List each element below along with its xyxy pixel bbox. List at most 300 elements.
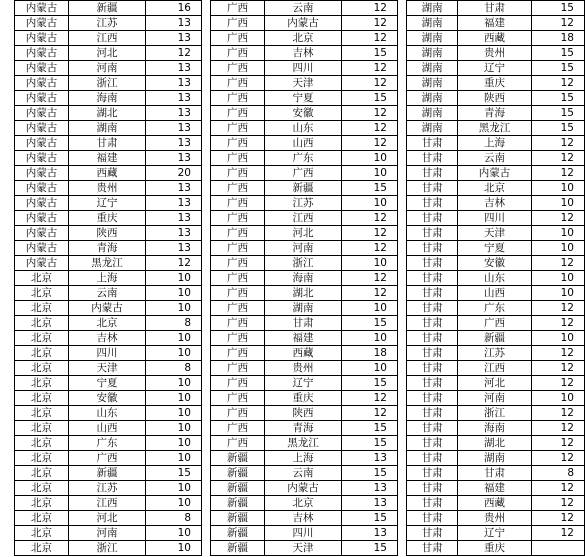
destination-cell: 重庆 — [458, 76, 531, 91]
origin-cell: 北京 — [15, 301, 69, 316]
destination-cell: 北京 — [265, 496, 342, 511]
table-row — [211, 511, 398, 526]
value-cell: 12 — [531, 451, 584, 466]
origin-cell: 湖南 — [407, 91, 458, 106]
destination-cell: 四川 — [69, 346, 146, 361]
origin-cell: 甘肃 — [407, 496, 458, 511]
value-cell: 10 — [531, 286, 584, 301]
table-row — [211, 391, 398, 406]
value-cell: 15 — [342, 466, 398, 481]
origin-cell: 广西 — [211, 16, 265, 31]
origin-cell: 湖南 — [407, 121, 458, 136]
origin-cell: 新疆 — [211, 466, 265, 481]
destination-cell: 西藏 — [458, 31, 531, 46]
value-cell: 10 — [531, 271, 584, 286]
destination-cell: 重庆 — [265, 391, 342, 406]
table-row — [15, 391, 202, 406]
destination-cell: 北京 — [69, 316, 146, 331]
table-row — [407, 106, 585, 121]
origin-cell: 甘肃 — [407, 511, 458, 526]
origin-cell: 广西 — [211, 406, 265, 421]
value-cell: 12 — [342, 241, 398, 256]
value-cell: 10 — [531, 181, 584, 196]
origin-cell: 广西 — [211, 91, 265, 106]
value-cell: 10 — [342, 166, 398, 181]
origin-cell: 北京 — [15, 331, 69, 346]
origin-cell: 内蒙古 — [15, 166, 69, 181]
table-row — [211, 481, 398, 496]
value-cell: 12 — [531, 301, 584, 316]
value-cell: 13 — [146, 121, 202, 136]
table-row — [211, 436, 398, 451]
destination-cell: 河南 — [69, 61, 146, 76]
table-row — [211, 121, 398, 136]
table-row — [211, 16, 398, 31]
origin-cell: 广西 — [211, 436, 265, 451]
destination-cell: 内蒙古 — [265, 481, 342, 496]
destination-cell: 陕西 — [265, 406, 342, 421]
table-row — [15, 271, 202, 286]
origin-cell: 北京 — [15, 361, 69, 376]
origin-cell: 甘肃 — [407, 286, 458, 301]
destination-cell: 内蒙古 — [265, 16, 342, 31]
value-cell: 13 — [342, 526, 398, 541]
table-row — [407, 466, 585, 481]
origin-cell: 湖南 — [407, 31, 458, 46]
destination-cell: 黑龙江 — [458, 121, 531, 136]
value-cell: 10 — [342, 301, 398, 316]
origin-cell: 内蒙古 — [15, 91, 69, 106]
destination-cell: 宁夏 — [265, 91, 342, 106]
value-cell: 12 — [531, 76, 584, 91]
value-cell: 10 — [146, 331, 202, 346]
value-cell: 12 — [531, 481, 584, 496]
destination-cell: 青海 — [458, 106, 531, 121]
table-row — [407, 511, 585, 526]
table-row — [15, 316, 202, 331]
origin-cell: 广西 — [211, 106, 265, 121]
table-row — [15, 181, 202, 196]
destination-cell: 四川 — [265, 526, 342, 541]
origin-cell: 北京 — [15, 511, 69, 526]
destination-cell: 海南 — [265, 271, 342, 286]
origin-cell: 广西 — [211, 31, 265, 46]
destination-cell: 重庆 — [458, 541, 531, 556]
table-row — [211, 451, 398, 466]
destination-cell: 甘肃 — [69, 136, 146, 151]
value-cell: 10 — [531, 196, 584, 211]
table-row — [407, 121, 585, 136]
destination-cell: 广西 — [69, 451, 146, 466]
origin-cell: 内蒙古 — [15, 256, 69, 271]
origin-cell: 内蒙古 — [15, 211, 69, 226]
table-row — [15, 106, 202, 121]
destination-cell: 上海 — [265, 451, 342, 466]
origin-cell: 广西 — [211, 151, 265, 166]
table-row — [15, 226, 202, 241]
destination-cell: 陕西 — [458, 91, 531, 106]
table-row — [15, 286, 202, 301]
table-row — [15, 331, 202, 346]
destination-cell: 宁夏 — [458, 241, 531, 256]
destination-cell: 辽宁 — [265, 376, 342, 391]
value-cell: 10 — [531, 331, 584, 346]
value-cell: 12 — [531, 526, 584, 541]
table-row — [15, 481, 202, 496]
value-cell: 12 — [531, 436, 584, 451]
value-cell: 10 — [146, 526, 202, 541]
value-cell: 13 — [146, 16, 202, 31]
value-cell: 13 — [146, 31, 202, 46]
value-cell: 10 — [342, 151, 398, 166]
origin-cell: 湖南 — [407, 106, 458, 121]
destination-cell: 云南 — [265, 466, 342, 481]
origin-cell: 甘肃 — [407, 211, 458, 226]
destination-cell: 福建 — [458, 16, 531, 31]
route-table-group-2 — [210, 0, 398, 556]
value-cell: 8 — [531, 466, 584, 481]
destination-cell: 吉林 — [265, 46, 342, 61]
origin-cell: 广西 — [211, 301, 265, 316]
table-row — [407, 436, 585, 451]
origin-cell: 北京 — [15, 406, 69, 421]
table-row — [15, 136, 202, 151]
origin-cell: 甘肃 — [407, 361, 458, 376]
destination-cell: 河北 — [458, 376, 531, 391]
origin-cell: 广西 — [211, 271, 265, 286]
value-cell: 10 — [146, 421, 202, 436]
table-row — [407, 226, 585, 241]
origin-cell: 北京 — [15, 271, 69, 286]
value-cell: 13 — [342, 496, 398, 511]
destination-cell: 贵州 — [458, 46, 531, 61]
value-cell: 10 — [531, 226, 584, 241]
value-cell: 12 — [342, 211, 398, 226]
value-cell: 15 — [342, 316, 398, 331]
value-cell: 13 — [146, 181, 202, 196]
value-cell: 13 — [146, 106, 202, 121]
table-row — [15, 151, 202, 166]
table-row — [211, 301, 398, 316]
table-row — [407, 421, 585, 436]
destination-cell: 内蒙古 — [458, 166, 531, 181]
origin-cell: 广西 — [211, 211, 265, 226]
table-row — [15, 196, 202, 211]
destination-cell: 安徽 — [458, 256, 531, 271]
table-row — [407, 91, 585, 106]
destination-cell: 新疆 — [265, 181, 342, 196]
origin-cell: 甘肃 — [407, 391, 458, 406]
table-row — [15, 121, 202, 136]
origin-cell: 湖南 — [407, 16, 458, 31]
value-cell: 12 — [531, 376, 584, 391]
table-row — [407, 151, 585, 166]
destination-cell: 江苏 — [458, 346, 531, 361]
destination-cell: 福建 — [265, 331, 342, 346]
destination-cell: 贵州 — [458, 511, 531, 526]
origin-cell: 广西 — [211, 346, 265, 361]
origin-cell: 广西 — [211, 166, 265, 181]
value-cell: 12 — [342, 391, 398, 406]
destination-cell: 河南 — [458, 391, 531, 406]
origin-cell: 广西 — [211, 376, 265, 391]
destination-cell: 河北 — [69, 511, 146, 526]
origin-cell: 内蒙古 — [15, 46, 69, 61]
value-cell: 10 — [146, 301, 202, 316]
destination-cell: 河北 — [265, 226, 342, 241]
value-cell: 15 — [531, 46, 584, 61]
value-cell: 13 — [342, 451, 398, 466]
route-table-group-3 — [406, 0, 585, 556]
table-row — [211, 346, 398, 361]
value-cell: 10 — [146, 436, 202, 451]
origin-cell: 湖南 — [407, 61, 458, 76]
destination-cell: 辽宁 — [458, 526, 531, 541]
value-cell: 12 — [531, 421, 584, 436]
value-cell: 10 — [146, 271, 202, 286]
origin-cell: 广西 — [211, 61, 265, 76]
table-row — [211, 46, 398, 61]
table-row — [15, 421, 202, 436]
origin-cell: 甘肃 — [407, 271, 458, 286]
value-cell: 12 — [531, 316, 584, 331]
table-row — [15, 526, 202, 541]
origin-cell: 甘肃 — [407, 136, 458, 151]
origin-cell: 北京 — [15, 436, 69, 451]
value-cell: 12 — [531, 496, 584, 511]
value-cell: 12 — [531, 166, 584, 181]
destination-cell: 甘肃 — [458, 466, 531, 481]
value-cell: 15 — [342, 421, 398, 436]
value-cell: 12 — [531, 346, 584, 361]
table-row — [211, 136, 398, 151]
origin-cell: 甘肃 — [407, 481, 458, 496]
value-cell: 15 — [531, 106, 584, 121]
table-row — [15, 451, 202, 466]
table-row — [15, 541, 202, 556]
table-row — [407, 406, 585, 421]
value-cell: 10 — [531, 391, 584, 406]
destination-cell: 山西 — [265, 136, 342, 151]
origin-cell: 甘肃 — [407, 181, 458, 196]
table-row — [407, 361, 585, 376]
origin-cell: 广西 — [211, 76, 265, 91]
destination-cell: 辽宁 — [458, 61, 531, 76]
destination-cell: 山东 — [458, 271, 531, 286]
destination-cell: 天津 — [69, 361, 146, 376]
value-cell: 12 — [342, 286, 398, 301]
destination-cell: 贵州 — [69, 181, 146, 196]
value-cell: 10 — [146, 286, 202, 301]
value-cell: 12 — [342, 136, 398, 151]
value-cell: 15 — [342, 541, 398, 556]
value-cell: 12 — [342, 76, 398, 91]
destination-cell: 天津 — [265, 541, 342, 556]
table-row — [15, 61, 202, 76]
value-cell: 10 — [146, 376, 202, 391]
origin-cell: 甘肃 — [407, 241, 458, 256]
destination-cell: 江西 — [69, 496, 146, 511]
value-cell: 10 — [342, 256, 398, 271]
destination-cell: 江苏 — [265, 196, 342, 211]
table-row — [407, 76, 585, 91]
destination-cell: 天津 — [265, 76, 342, 91]
table-row — [407, 46, 585, 61]
destination-cell: 黑龙江 — [69, 256, 146, 271]
table-row — [211, 76, 398, 91]
destination-cell: 海南 — [69, 91, 146, 106]
origin-cell: 广西 — [211, 46, 265, 61]
origin-cell: 北京 — [15, 451, 69, 466]
origin-cell: 内蒙古 — [15, 121, 69, 136]
destination-cell: 浙江 — [458, 406, 531, 421]
value-cell: 12 — [342, 271, 398, 286]
destination-cell: 新疆 — [458, 331, 531, 346]
destination-cell: 江西 — [458, 361, 531, 376]
origin-cell: 湖南 — [407, 76, 458, 91]
destination-cell: 四川 — [458, 211, 531, 226]
destination-cell: 湖南 — [458, 451, 531, 466]
destination-cell: 浙江 — [69, 76, 146, 91]
origin-cell: 甘肃 — [407, 256, 458, 271]
destination-cell: 新疆 — [69, 1, 146, 16]
value-cell: 10 — [146, 496, 202, 511]
table-row — [15, 301, 202, 316]
destination-cell: 甘肃 — [458, 1, 531, 16]
value-cell: 10 — [531, 241, 584, 256]
value-cell: 15 — [342, 91, 398, 106]
table-row — [407, 211, 585, 226]
origin-cell: 内蒙古 — [15, 136, 69, 151]
table-row — [407, 196, 585, 211]
origin-cell: 北京 — [15, 391, 69, 406]
destination-cell: 广东 — [458, 301, 531, 316]
value-cell: 12 — [342, 406, 398, 421]
destination-cell: 浙江 — [265, 256, 342, 271]
table-row — [407, 271, 585, 286]
destination-cell: 安徽 — [265, 106, 342, 121]
value-cell: 18 — [342, 346, 398, 361]
origin-cell: 甘肃 — [407, 301, 458, 316]
table-row — [407, 301, 585, 316]
value-cell: 8 — [146, 316, 202, 331]
origin-cell: 北京 — [15, 421, 69, 436]
destination-cell: 新疆 — [69, 466, 146, 481]
destination-cell: 浙江 — [69, 541, 146, 556]
origin-cell: 广西 — [211, 391, 265, 406]
value-cell: 10 — [146, 346, 202, 361]
table-row — [15, 466, 202, 481]
table-row — [211, 1, 398, 16]
origin-cell: 甘肃 — [407, 226, 458, 241]
table-row — [211, 526, 398, 541]
value-cell — [531, 541, 584, 556]
origin-cell: 内蒙古 — [15, 1, 69, 16]
origin-cell: 北京 — [15, 286, 69, 301]
destination-cell: 河南 — [69, 526, 146, 541]
destination-cell: 山东 — [69, 406, 146, 421]
destination-cell: 吉林 — [458, 196, 531, 211]
value-cell: 10 — [146, 406, 202, 421]
table-row — [211, 316, 398, 331]
table-row — [15, 406, 202, 421]
table-row — [407, 391, 585, 406]
destination-cell: 广东 — [69, 436, 146, 451]
origin-cell: 广西 — [211, 361, 265, 376]
value-cell: 10 — [146, 451, 202, 466]
destination-cell: 江西 — [69, 31, 146, 46]
origin-cell: 广西 — [211, 196, 265, 211]
table-row — [211, 31, 398, 46]
destination-cell: 山西 — [69, 421, 146, 436]
table-row — [15, 496, 202, 511]
destination-cell: 广东 — [265, 151, 342, 166]
value-cell: 12 — [342, 226, 398, 241]
table-row — [15, 256, 202, 271]
table-row — [211, 496, 398, 511]
table-row — [407, 181, 585, 196]
origin-cell: 甘肃 — [407, 196, 458, 211]
destination-cell: 海南 — [458, 421, 531, 436]
destination-cell: 湖北 — [69, 106, 146, 121]
destination-cell: 北京 — [458, 181, 531, 196]
origin-cell: 广西 — [211, 421, 265, 436]
value-cell: 13 — [146, 136, 202, 151]
value-cell: 12 — [342, 1, 398, 16]
destination-cell: 辽宁 — [69, 196, 146, 211]
destination-cell: 广西 — [265, 166, 342, 181]
destination-cell: 湖南 — [265, 301, 342, 316]
origin-cell: 甘肃 — [407, 526, 458, 541]
table-row — [211, 466, 398, 481]
table-row — [407, 346, 585, 361]
destination-cell: 江苏 — [69, 16, 146, 31]
table-row — [15, 361, 202, 376]
table-row — [15, 91, 202, 106]
destination-cell: 云南 — [265, 1, 342, 16]
destination-cell: 云南 — [458, 151, 531, 166]
origin-cell: 湖南 — [407, 1, 458, 16]
origin-cell: 甘肃 — [407, 466, 458, 481]
value-cell: 12 — [531, 136, 584, 151]
destination-cell: 云南 — [69, 286, 146, 301]
value-cell: 12 — [342, 106, 398, 121]
origin-cell: 广西 — [211, 316, 265, 331]
destination-cell: 江苏 — [69, 481, 146, 496]
origin-cell: 湖南 — [407, 46, 458, 61]
destination-cell: 内蒙古 — [69, 301, 146, 316]
table-row — [211, 196, 398, 211]
origin-cell: 新疆 — [211, 526, 265, 541]
value-cell: 12 — [531, 511, 584, 526]
origin-cell: 广西 — [211, 226, 265, 241]
origin-cell: 内蒙古 — [15, 106, 69, 121]
value-cell: 13 — [146, 226, 202, 241]
table-row — [15, 346, 202, 361]
value-cell: 10 — [146, 391, 202, 406]
table-row — [15, 31, 202, 46]
origin-cell: 北京 — [15, 541, 69, 556]
value-cell: 12 — [342, 16, 398, 31]
value-cell: 15 — [531, 61, 584, 76]
value-cell: 13 — [342, 481, 398, 496]
destination-cell: 西藏 — [265, 346, 342, 361]
table-row — [407, 481, 585, 496]
value-cell: 15 — [342, 376, 398, 391]
value-cell: 13 — [146, 196, 202, 211]
destination-cell: 重庆 — [69, 211, 146, 226]
origin-cell: 内蒙古 — [15, 181, 69, 196]
